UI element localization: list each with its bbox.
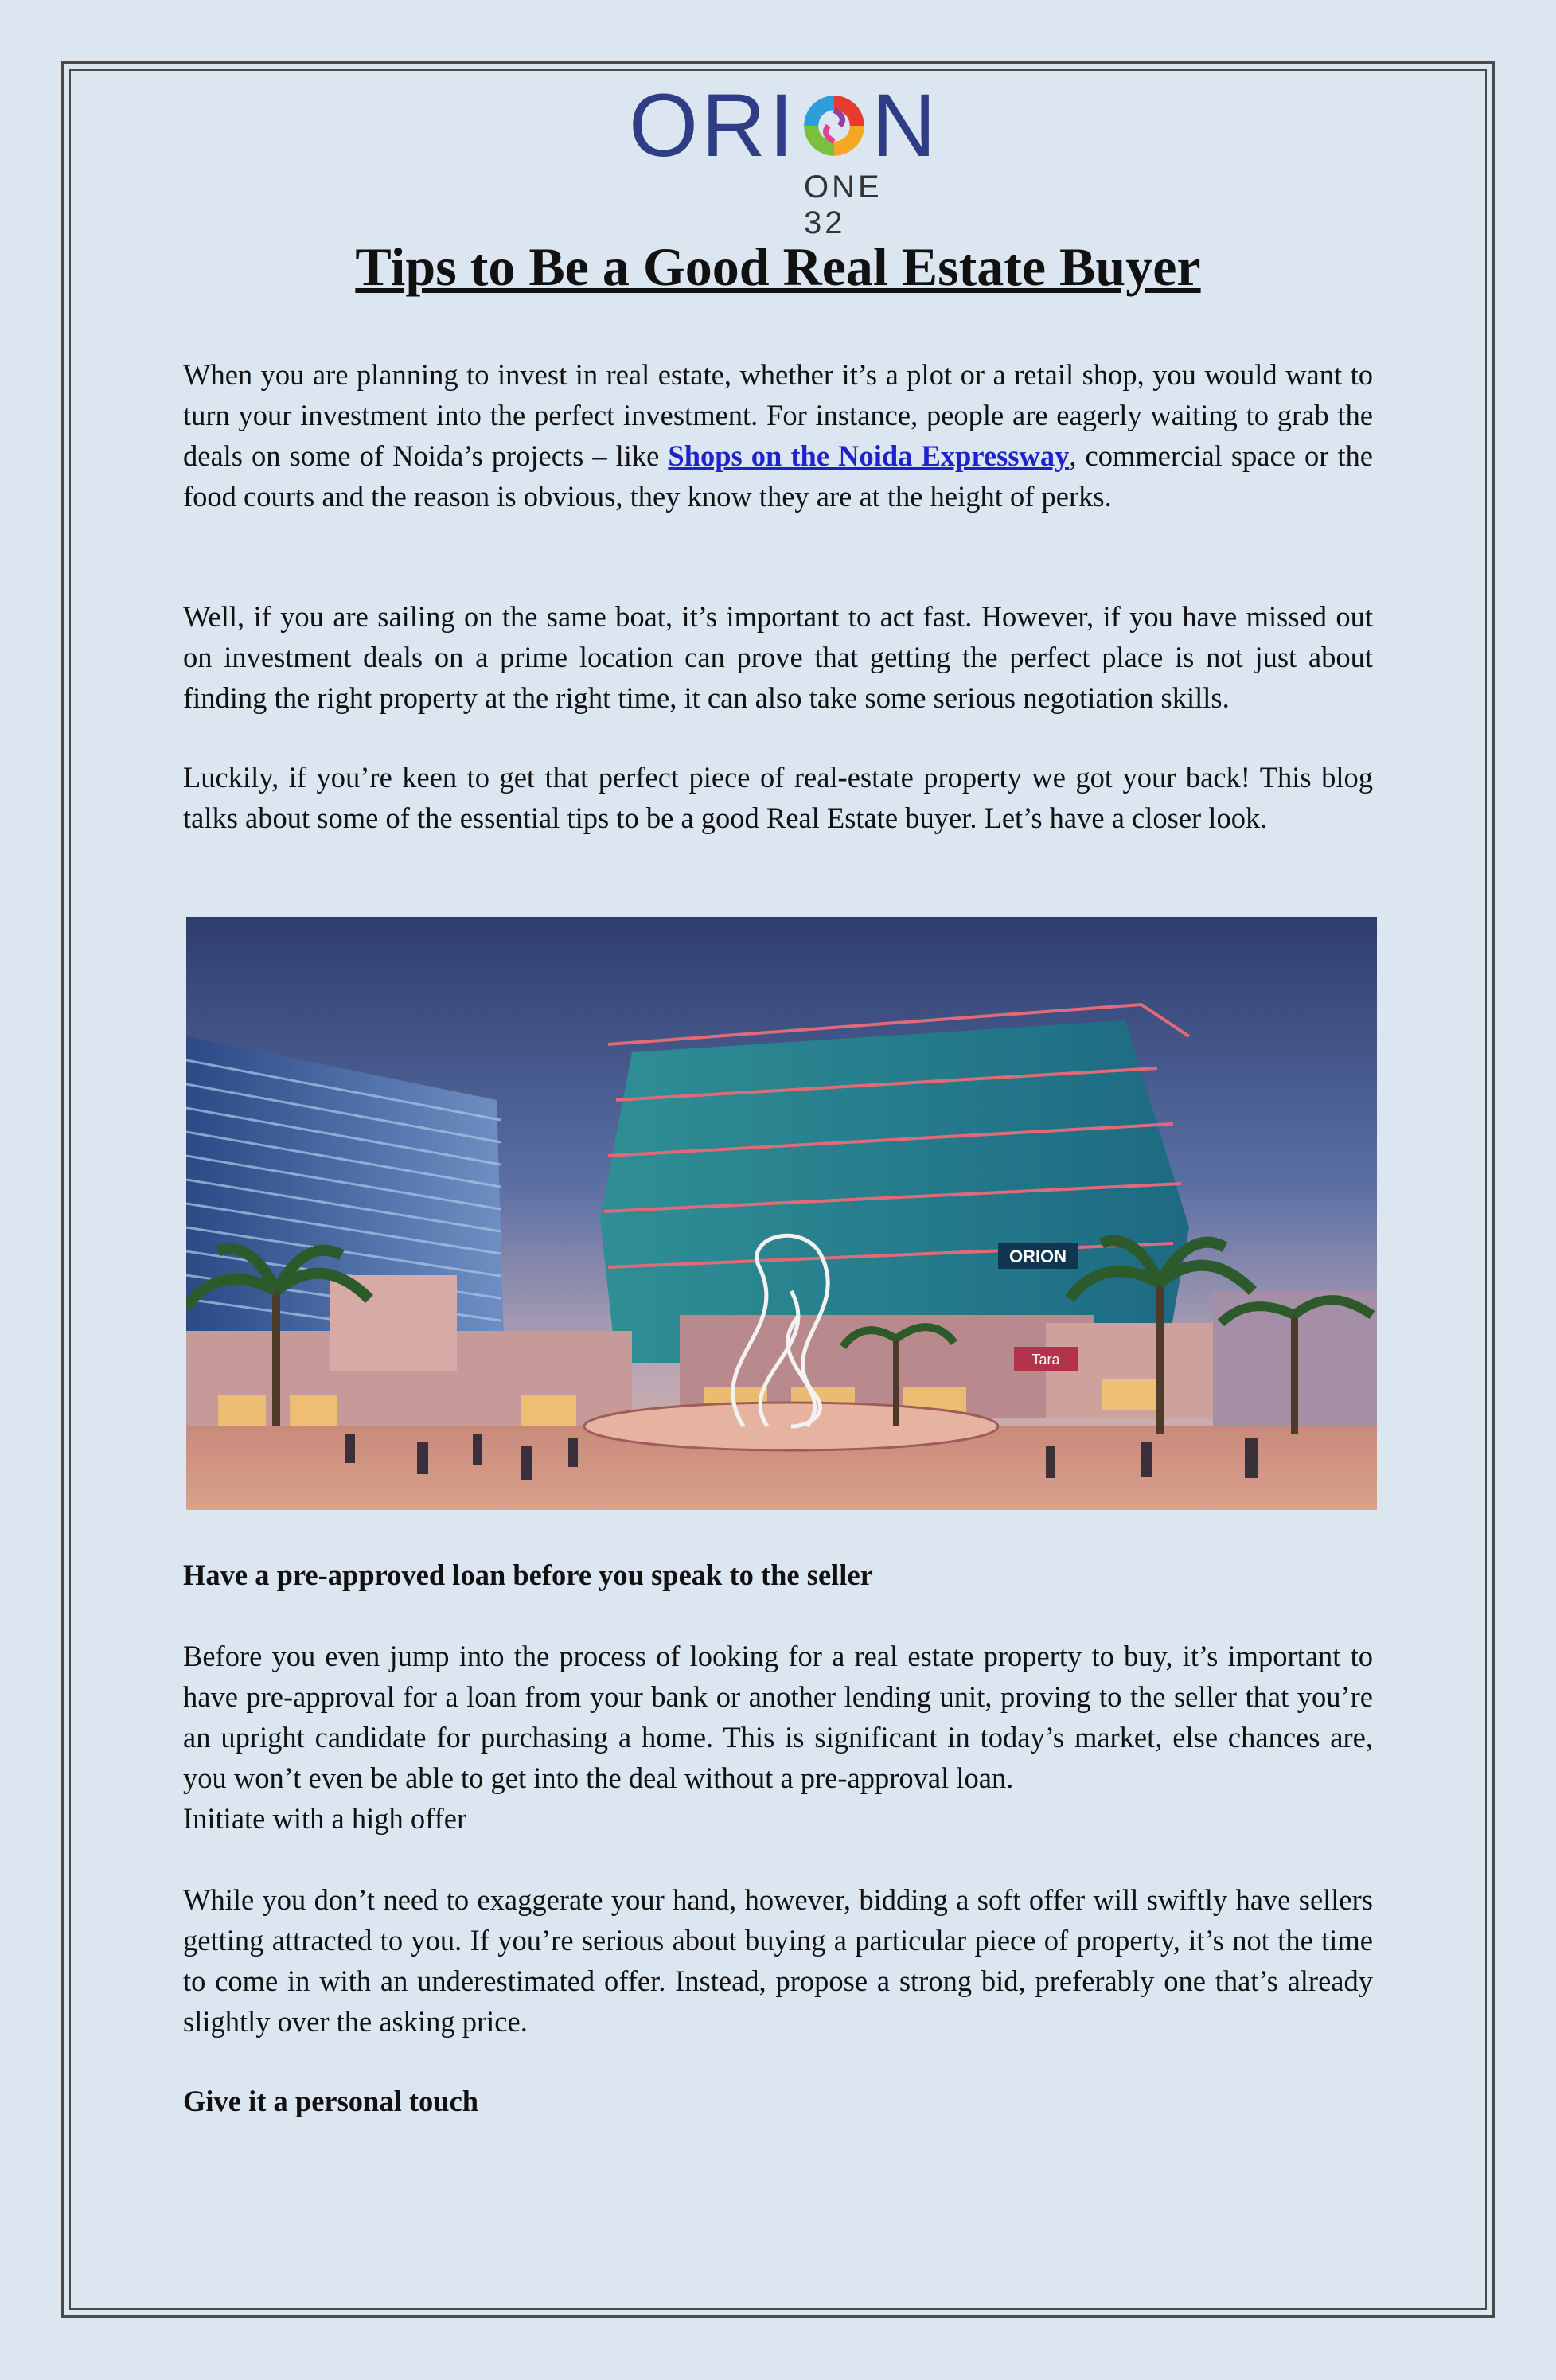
paragraph-sailing: Well, if you are sailing on the same boat, it’s important to act fast. However, if you have missed out on investment deals on a prime location can prove that getting the perfect place is not just about finding the right property at the right time, it can also take some serious negotiation skills.: [183, 600, 1373, 714]
heading-pre-approved-loan: Have a pre-approved loan before you speak to the seller: [183, 1559, 873, 1591]
logo-text-i: I: [769, 76, 797, 175]
logo-wordmark: [629, 76, 940, 175]
logo-text-or: OR: [629, 76, 769, 175]
store-sign: Tara: [1031, 1352, 1060, 1368]
orion-logo: [629, 76, 940, 240]
line-initiate-high-offer: Initiate with a high offer: [183, 1802, 467, 1835]
paragraph-high-offer: While you don’t need to exaggerate your hand, however, bidding a soft offer will swiftly have sellers getting attracted to you. If you’re serious about buying a particular piece of property, it’s not the time to come in with an underestimated offer. Instead, propose a strong bid, preferably one that’s already slightly over the asking price.: [183, 1883, 1373, 2038]
paragraph-luckily: Luckily, if you’re keen to get that perfect piece of real-estate property we got your back! This blog talks about some of the essential tips to be a good Real Estate buyer. Let’s have a closer look.: [183, 761, 1373, 834]
paragraph-intro-text-b: , commercial space or the food courts and the reason is obvious, they know they are at the height of perks.: [183, 439, 1373, 513]
logo-swirl-icon: [798, 90, 870, 162]
paragraph-pre-approval: Before you even jump into the process of looking for a real estate property to buy, it’s important to have pre-approval for a loan from your bank or another lending unit, proving to the seller that you’re an upright candidate for purchasing a home. This is significant in today’s market, else chances are, you won’t even be able to get into the deal without a pre-approval loan.: [183, 1640, 1373, 1794]
building-sign-logo: ORION: [1008, 1247, 1067, 1266]
paragraph-intro: [183, 354, 1373, 517]
paragraph-intro-text-a: When you are planning to invest in real estate, whether it’s a plot or a retail shop, you would want to turn your investment into the perfect investment. For instance, people are eagerly waiting to grab the deals on some of Noida’s projects – like: [183, 358, 1373, 472]
shops-noida-expressway-link[interactable]: Shops on the Noida Expressway: [668, 439, 1070, 472]
page-title: Tips to Be a Good Real Estate Buyer: [355, 236, 1201, 297]
photo-illustration: [186, 917, 1377, 1510]
commercial-building-photo: [186, 917, 1377, 1510]
logo-subtitle: ONE 32: [804, 170, 883, 240]
heading-personal-touch: Give it a personal touch: [183, 2085, 479, 2117]
logo-text-n: N: [872, 76, 940, 175]
